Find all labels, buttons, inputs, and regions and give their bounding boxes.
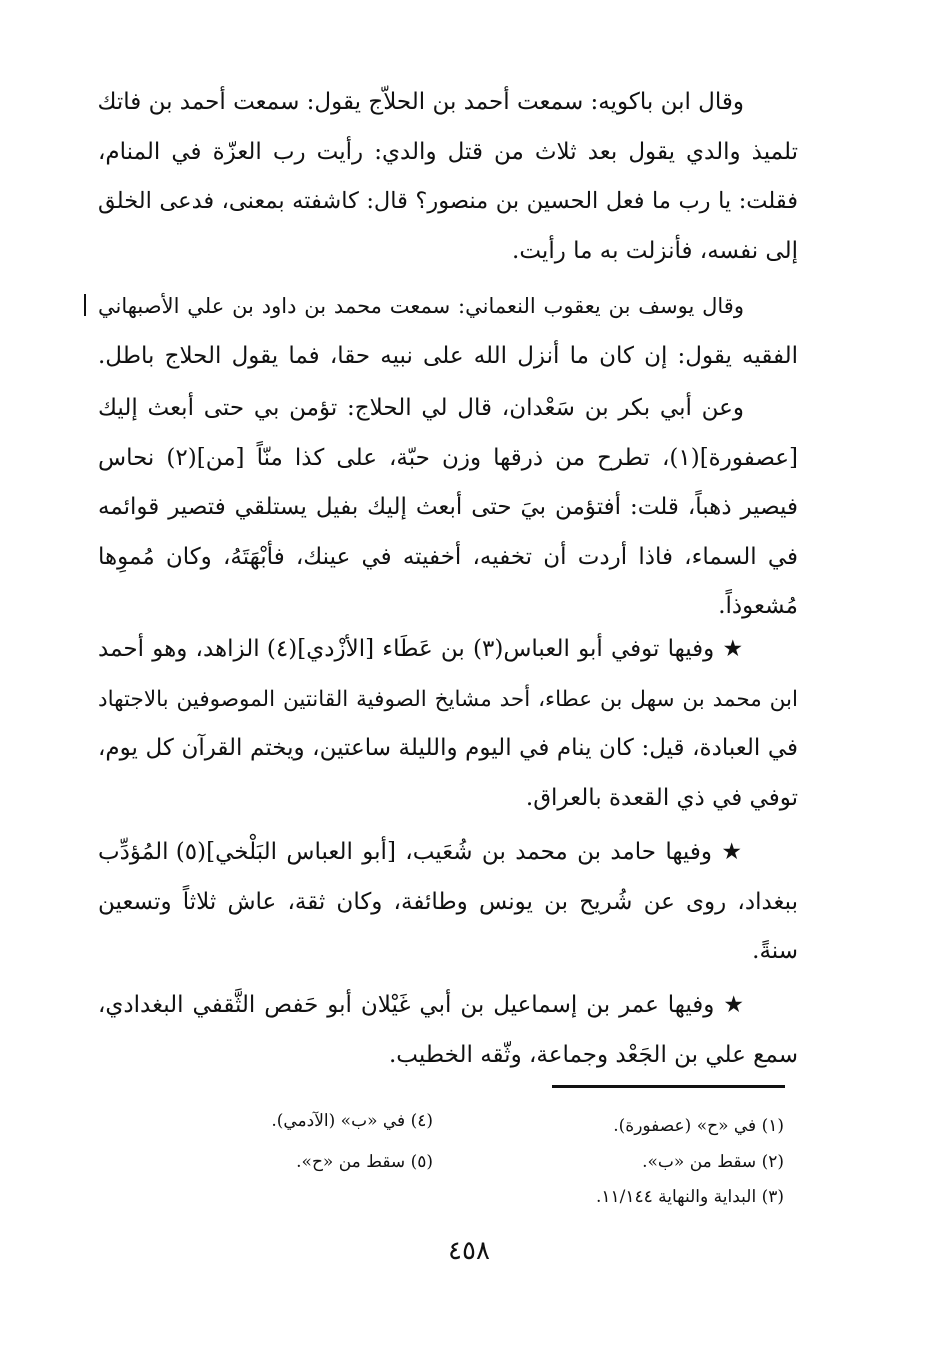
paragraph-abu-bakr-sadan — [98, 384, 798, 632]
text-line: ببغداد، روى عن شُريح بن يونس وطائفة، وكان ثقة، عاش ثلاثاً وتسعين — [98, 888, 798, 915]
paragraph-yusuf-numani — [98, 282, 798, 381]
text-line: مُشعوذاً. — [718, 593, 798, 620]
text-line: وقال يوسف بن يعقوب النعماني: سمعت محمد بن داود بن علي الأصبهاني — [98, 294, 744, 318]
footnote-2: (٢) سقط من «ب». — [642, 1152, 784, 1172]
footnote-1: (١) في «ح» (عصفورة). — [613, 1116, 784, 1136]
page-number: ٤٥٨ — [448, 1236, 490, 1266]
footnote-5: (٥) سقط من «ح». — [296, 1152, 433, 1172]
text-line: فقلت: يا رب ما فعل الحسين بن منصور؟ قال: كاشفته بمعنى، فدعى الخلق — [98, 188, 798, 215]
text-line: سمع علي بن الجَعْد وجماعة، وثّقه الخطيب. — [388, 1041, 798, 1068]
margin-mark — [84, 294, 86, 316]
text-line: وقال ابن باكويه: سمعت أحمد بن الحلاّج يقول: سمعت أحمد بن فاتك — [97, 89, 744, 115]
text-line: فيصير ذهباً، قلت: أفتؤمن بيَ حتى أبعث إليك بفيل يستلقي فتصير قوائمه — [98, 494, 798, 521]
text-line: الفقيه يقول: إن كان ما أنزل الله على نبيه حقا، فما يقول الحلاج باطل. — [98, 342, 798, 369]
footnote-4: (٤) في «ب» (الآدمي). — [271, 1111, 433, 1131]
paragraph-ibn-ata — [98, 625, 798, 823]
footnote-divider — [552, 1085, 785, 1088]
text-line: في العبادة، قيل: كان ينام في اليوم والليلة ساعتين، ويختم القرآن كل يوم، — [98, 735, 798, 762]
text-line: سنةً. — [752, 938, 798, 965]
text-line: ★ وفيها عمر بن إسماعيل بن أبي غَيْلان أبو حَفص الثَّقفي البغدادي، — [98, 992, 744, 1018]
text-line: إلى نفسه، فأنزلت به ما رأيت. — [512, 237, 798, 264]
paragraph-umar-ghaylan — [98, 981, 798, 1080]
text-line: توفي في ذي القعدة بالعراق. — [525, 784, 798, 811]
paragraph-ibn-bakuyah — [98, 78, 798, 276]
text-line: ★ وفيها توفي أبو العباس(٣) بن عَطَاء [الأزْدي](٤) الزاهد، وهو أحمد — [98, 636, 744, 662]
text-line: ★ وفيها حامد بن محمد بن شُعَيب، [أبو العباس البَلْخي](٥) المُؤدِّب — [98, 839, 744, 865]
text-line: [عصفورة](١)، تطرح من ذرقها وزن حبّة، على كذا منّاً [من](٢) نحاس — [98, 444, 798, 471]
text-line: وعن أبي بكر بن سَعْدان، قال لي الحلاج: تؤمن بي حتى أبعث إليك — [98, 395, 744, 421]
text-line: في السماء، فاذا أردت أن تخفيه، أخفيته في عينك، فأبْهَتَهُ، وكان مُموِها — [98, 543, 798, 570]
paragraph-hamid-shuayb — [98, 828, 798, 977]
text-line: تلميذ والدي يقول بعد ثلاث من قتل والدي: رأيت رب العزّة في المنام، — [98, 138, 798, 165]
text-line: ابن محمد بن سهل بن عطاء، أحد مشايخ الصوفية القانتين الموصوفين بالاجتهاد — [98, 686, 798, 712]
footnote-3: (٣) البداية والنهاية ١١/١٤٤. — [595, 1187, 784, 1207]
